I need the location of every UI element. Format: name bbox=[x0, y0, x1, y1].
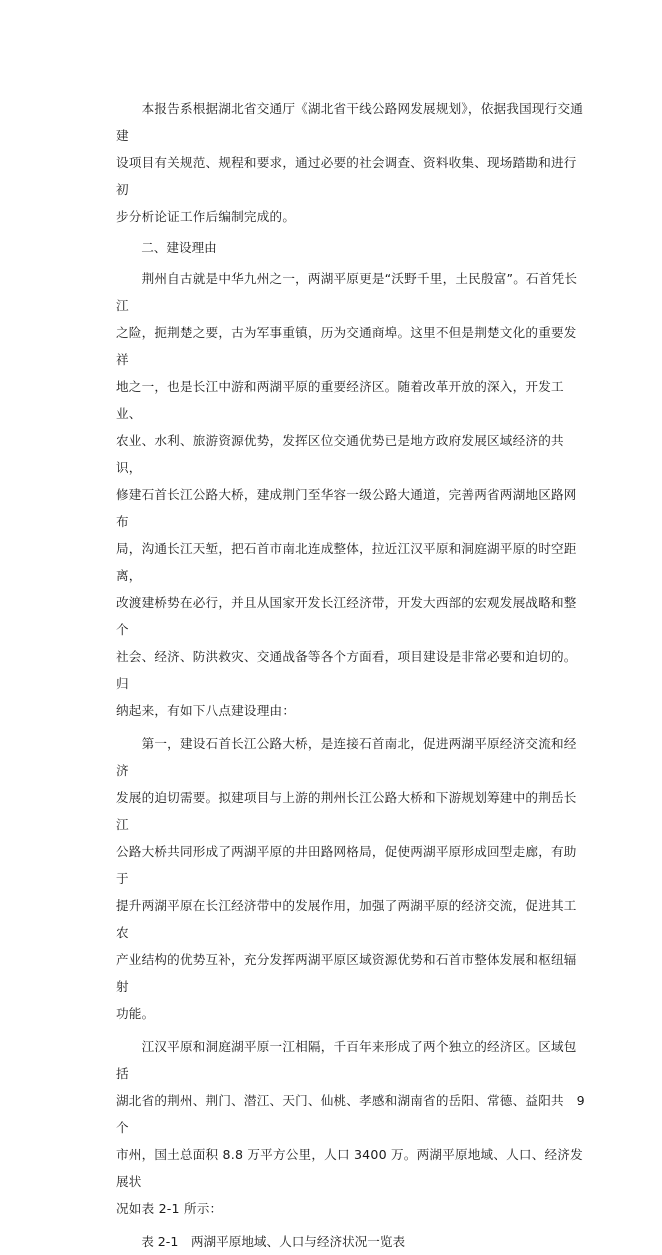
table-caption: 表 2-1 两湖平原地域、人口与经济状况一览表 bbox=[116, 1234, 406, 1249]
text-line: 本报告系根据湖北省交通厅《湖北省干线公路网发展规划》，依据我国现行交通建 bbox=[116, 101, 584, 143]
text-line: 地之一，也是长江中游和两湖平原的重要经济区。随着改革开放的深入，开发工业、 bbox=[116, 379, 564, 421]
text-line: 功能。 bbox=[116, 1006, 155, 1021]
text-line: 改渡建桥势在必行，并且从国家开发长江经济带，开发大西部的宏观发展战略和整个 bbox=[116, 595, 577, 637]
text-line: 纳起来，有如下八点建设理由： bbox=[116, 703, 296, 718]
text-line: 江汉平原和洞庭湖平原一江相隔，千百年来形成了两个独立的经济区。区域包括 bbox=[116, 1039, 577, 1081]
paragraph-reason-one bbox=[116, 730, 586, 1027]
text-line: 社会、经济、防洪救灾、交通战备等各个方面看，项目建设是非常必要和迫切的。归 bbox=[116, 649, 577, 691]
paragraph-reasons-overview bbox=[116, 265, 586, 724]
paragraph-intro bbox=[116, 95, 586, 230]
text-line: 发展的迫切需要。拟建项目与上游的荆州长江公路大桥和下游规划筹建中的荆岳长江 bbox=[116, 790, 577, 832]
text-line: 之险，扼荆楚之要，古为军事重镇，历为交通商埠。这里不但是荆楚文化的重要发祥 bbox=[116, 325, 577, 367]
text-line: 市州，国土总面积 8.8 万平方公里，人口 3400 万。两湖平原地域、人口、经济发展状 bbox=[116, 1147, 583, 1189]
section-heading: 二、建设理由 bbox=[116, 240, 217, 255]
text-line: 修建石首长江公路大桥，建成荆门至华容一级公路大通道，完善两省两湖地区路网布 bbox=[116, 487, 577, 529]
text-line: 湖北省的荆州、荆门、潜江、天门、仙桃、孝感和湖南省的岳阳、常德、益阳共 9 个 bbox=[116, 1093, 585, 1135]
text-line: 农业、水利、旅游资源优势，发挥区位交通优势已是地方政府发展区域经济的共识， bbox=[116, 433, 564, 475]
text-line: 提升两湖平原在长江经济带中的发展作用，加强了两湖平原的经济交流，促进其工农 bbox=[116, 898, 577, 940]
text-line: 产业结构的优势互补，充分发挥两湖平原区域资源优势和石首市整体发展和枢纽辐射 bbox=[116, 952, 577, 994]
paragraph-regional-overview bbox=[116, 1033, 586, 1222]
text-line: 公路大桥共同形成了两湖平原的井田路网格局，促使两湖平原形成回型走廊，有助于 bbox=[116, 844, 577, 886]
text-line: 荆州自古就是中华九州之一，两湖平原更是“沃野千里，土民殷富”。石首凭长江 bbox=[116, 271, 578, 313]
text-line: 设项目有关规范、规程和要求，通过必要的社会调查、资料收集、现场踏勘和进行初 bbox=[116, 155, 577, 197]
text-line: 步分析论证工作后编制完成的。 bbox=[116, 209, 296, 224]
text-line: 局，沟通长江天堑，把石首市南北连成整体，拉近江汉平原和洞庭湖平原的时空距离， bbox=[116, 541, 577, 583]
document-body bbox=[116, 95, 586, 1255]
text-line: 第一，建设石首长江公路大桥，是连接石首南北，促进两湖平原经济交流和经济 bbox=[116, 736, 577, 778]
text-line: 况如表 2-1 所示： bbox=[116, 1201, 223, 1216]
